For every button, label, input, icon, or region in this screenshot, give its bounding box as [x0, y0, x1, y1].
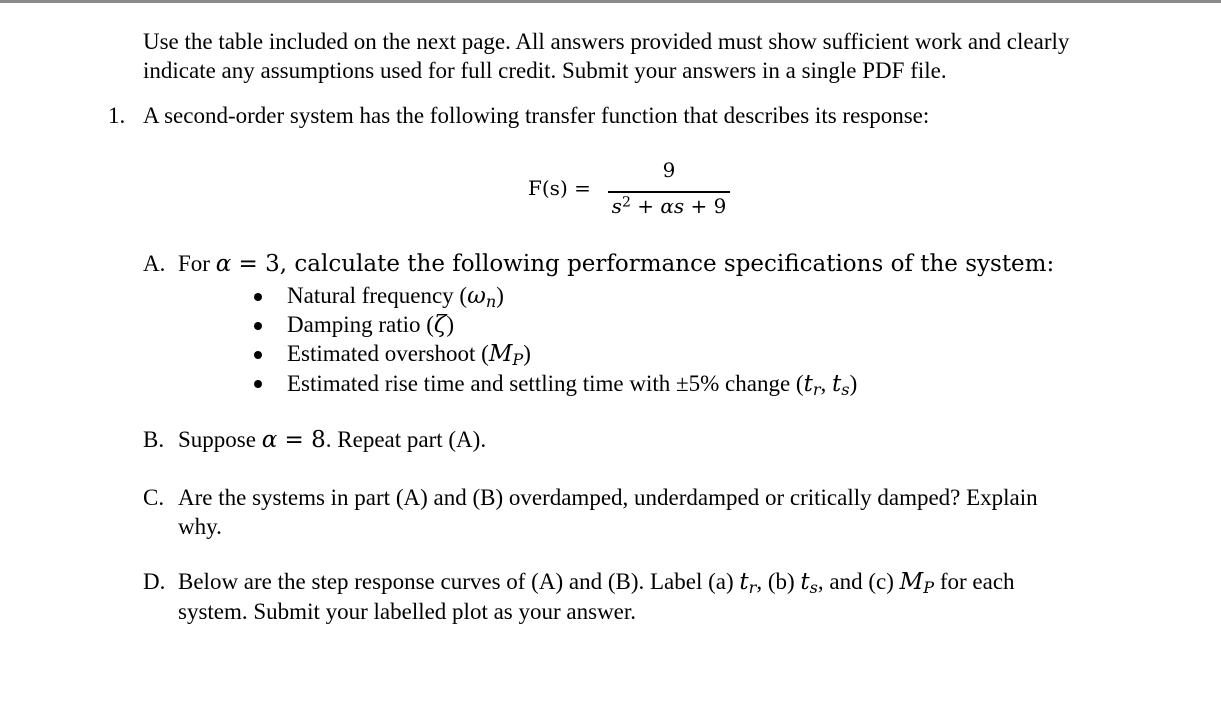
intro-line-2: indicate any assumptions used for full credit. Submit your answers in a single PDF file.: [143, 58, 947, 83]
bullet-icon: [254, 380, 262, 388]
part-d-letter: D.: [143, 569, 166, 594]
part-c-text-line-1: Are the systems in part (A) and (B) overdamped, underdamped or critically damped? Explain: [178, 485, 1038, 510]
part-c-text-line-2: why.: [178, 514, 222, 539]
part-a-letter: A.: [143, 251, 166, 276]
part-b-letter: B.: [143, 427, 165, 452]
equation-lhs: F(s) =: [528, 176, 591, 200]
part-c-letter: C.: [143, 485, 165, 510]
equation-denominator: $s^2 + \alpha s + 9$: [611, 194, 727, 218]
part-b-text: Suppose α = 8. Repeat part (A).: [178, 427, 487, 453]
bullet-rise-settling-time: Estimated rise time and settling time with ±5% change ($t_r$, $t_s$): [287, 371, 858, 400]
question-number: 1.: [108, 103, 126, 128]
part-d-text-line-2: system. Submit your labelled plot as your answer.: [178, 599, 637, 624]
question-text: A second-order system has the following transfer function that describes its response:: [143, 103, 930, 128]
page-top-border: [0, 0, 1221, 3]
bullet-natural-frequency: Natural frequency $(\omega_n)$: [287, 283, 504, 312]
bullet-icon: [254, 351, 262, 359]
intro-line-1: Use the table included on the next page. All answers provided must show sufficient work and clearly: [143, 29, 1070, 54]
transfer-function-equation: [528, 158, 738, 224]
bullet-damping-ratio: Damping ratio (ζ): [287, 312, 455, 338]
bullet-icon: [254, 293, 262, 301]
fraction-bar: [608, 191, 730, 193]
part-a-text: For α = 3, calculate the following performance specifications of the system:: [178, 251, 1055, 277]
part-d-text-line-1: Below are the step response curves of (A) and (B). Label (a) $t_r$, (b) $t_s$, and (c) $M_P$ for each: [178, 569, 1015, 598]
bullet-overshoot: Estimated overshoot $(M_P)$: [287, 341, 531, 370]
bullet-icon: [254, 322, 262, 330]
equation-numerator: 9: [662, 158, 676, 182]
